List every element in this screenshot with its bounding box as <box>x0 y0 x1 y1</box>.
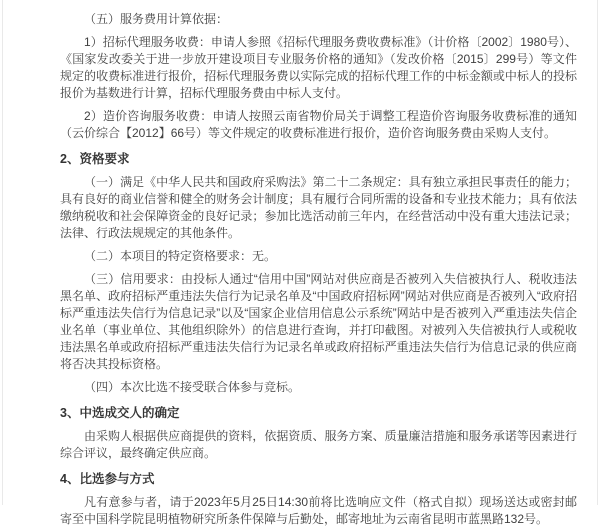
para-winner-determination: 由采购人根据供应商提供的资料，依据资质、服务方案、质量廉洁措施和服务承诺等因素进行综合评议，最终确定供应商。 <box>60 429 577 460</box>
para-bidding-agency-fee: 1）招标代理服务收费：申请人参照《招标代理服务费收费标准》（计价格〔2002〕1980号）、《国家发改委关于进一步放开建设项目专业服务价格的通知》（发改价格〔2015〕299号）等文件规定的收费标准进行报价，招标代理服务费以实际完成的招标代理工作的中标金额或中标人的投标报价为基数进行计算，招标代理服务费由中标人支付。 <box>60 35 577 100</box>
para-qualification-general: （一）满足《中华人民共和国政府采购法》第二十二条规定：具有独立承担民事责任的能力；具有良好的商业信誉和健全的财务会计制度；具有履行合同所需的设备和专业技术能力；具有依法缴纳税收和社会保障资金的良好记录；参加比选活动前三年内，在经营活动中没有重大违法记录；法律、行政法规规定的其他条件。 <box>60 175 577 240</box>
para-cost-consulting-fee: 2）造价咨询服务收费：申请人按照云南省物价局关于调整工程造价咨询服务收费标准的通知（云价综合【2012】66号）等文件规定的收费标准进行报价，造价咨询服务费由采购人支付。 <box>60 109 577 140</box>
para-credit-requirements: （三）信用要求：由投标人通过“信用中国”网站对供应商是否被列入失信被执行人、税收违法黑名单、政府招标严重违法失信行为记录名单及“中国政府招标网”网站对供应商是否被列入“政府招标严重违法失信行为信息记录”以及“国家企业信用信息公示系统”网站中是否被列入严重违法失信企业名单（事业单位、其他组织除外）的信息进行查询，并打印截图。对被列入失信被执行人或税收违法黑名单或政府招标严重违法失信行为记录名单或政府招标严重违法失信行为信息记录的供应商将否决其投标资格。 <box>60 272 577 371</box>
para-participation-method: 凡有意参与者，请于2023年5月25日14:30前将比选响应文件（格式自拟）现场送达或密封邮寄至中国科学院昆明植物研究所条件保障与后勤处，邮寄地址为云南省昆明市蓝黑路132号。 <box>60 495 577 526</box>
para-qualification-specific: （二）本项目的特定资格要求：无。 <box>84 249 277 263</box>
document-page <box>2 0 598 526</box>
heading-winner-determination: 3、中选成交人的确定 <box>60 406 180 420</box>
notice-body <box>60 11 577 528</box>
para-no-consortium: （四）本次比选不接受联合体参与竞标。 <box>84 380 301 394</box>
para-fee-calculation-basis: （五）服务费用计算依据： <box>84 12 229 26</box>
heading-participation-method: 4、比选参与方式 <box>60 472 155 486</box>
heading-qualification-requirements: 2、资格要求 <box>60 152 130 166</box>
